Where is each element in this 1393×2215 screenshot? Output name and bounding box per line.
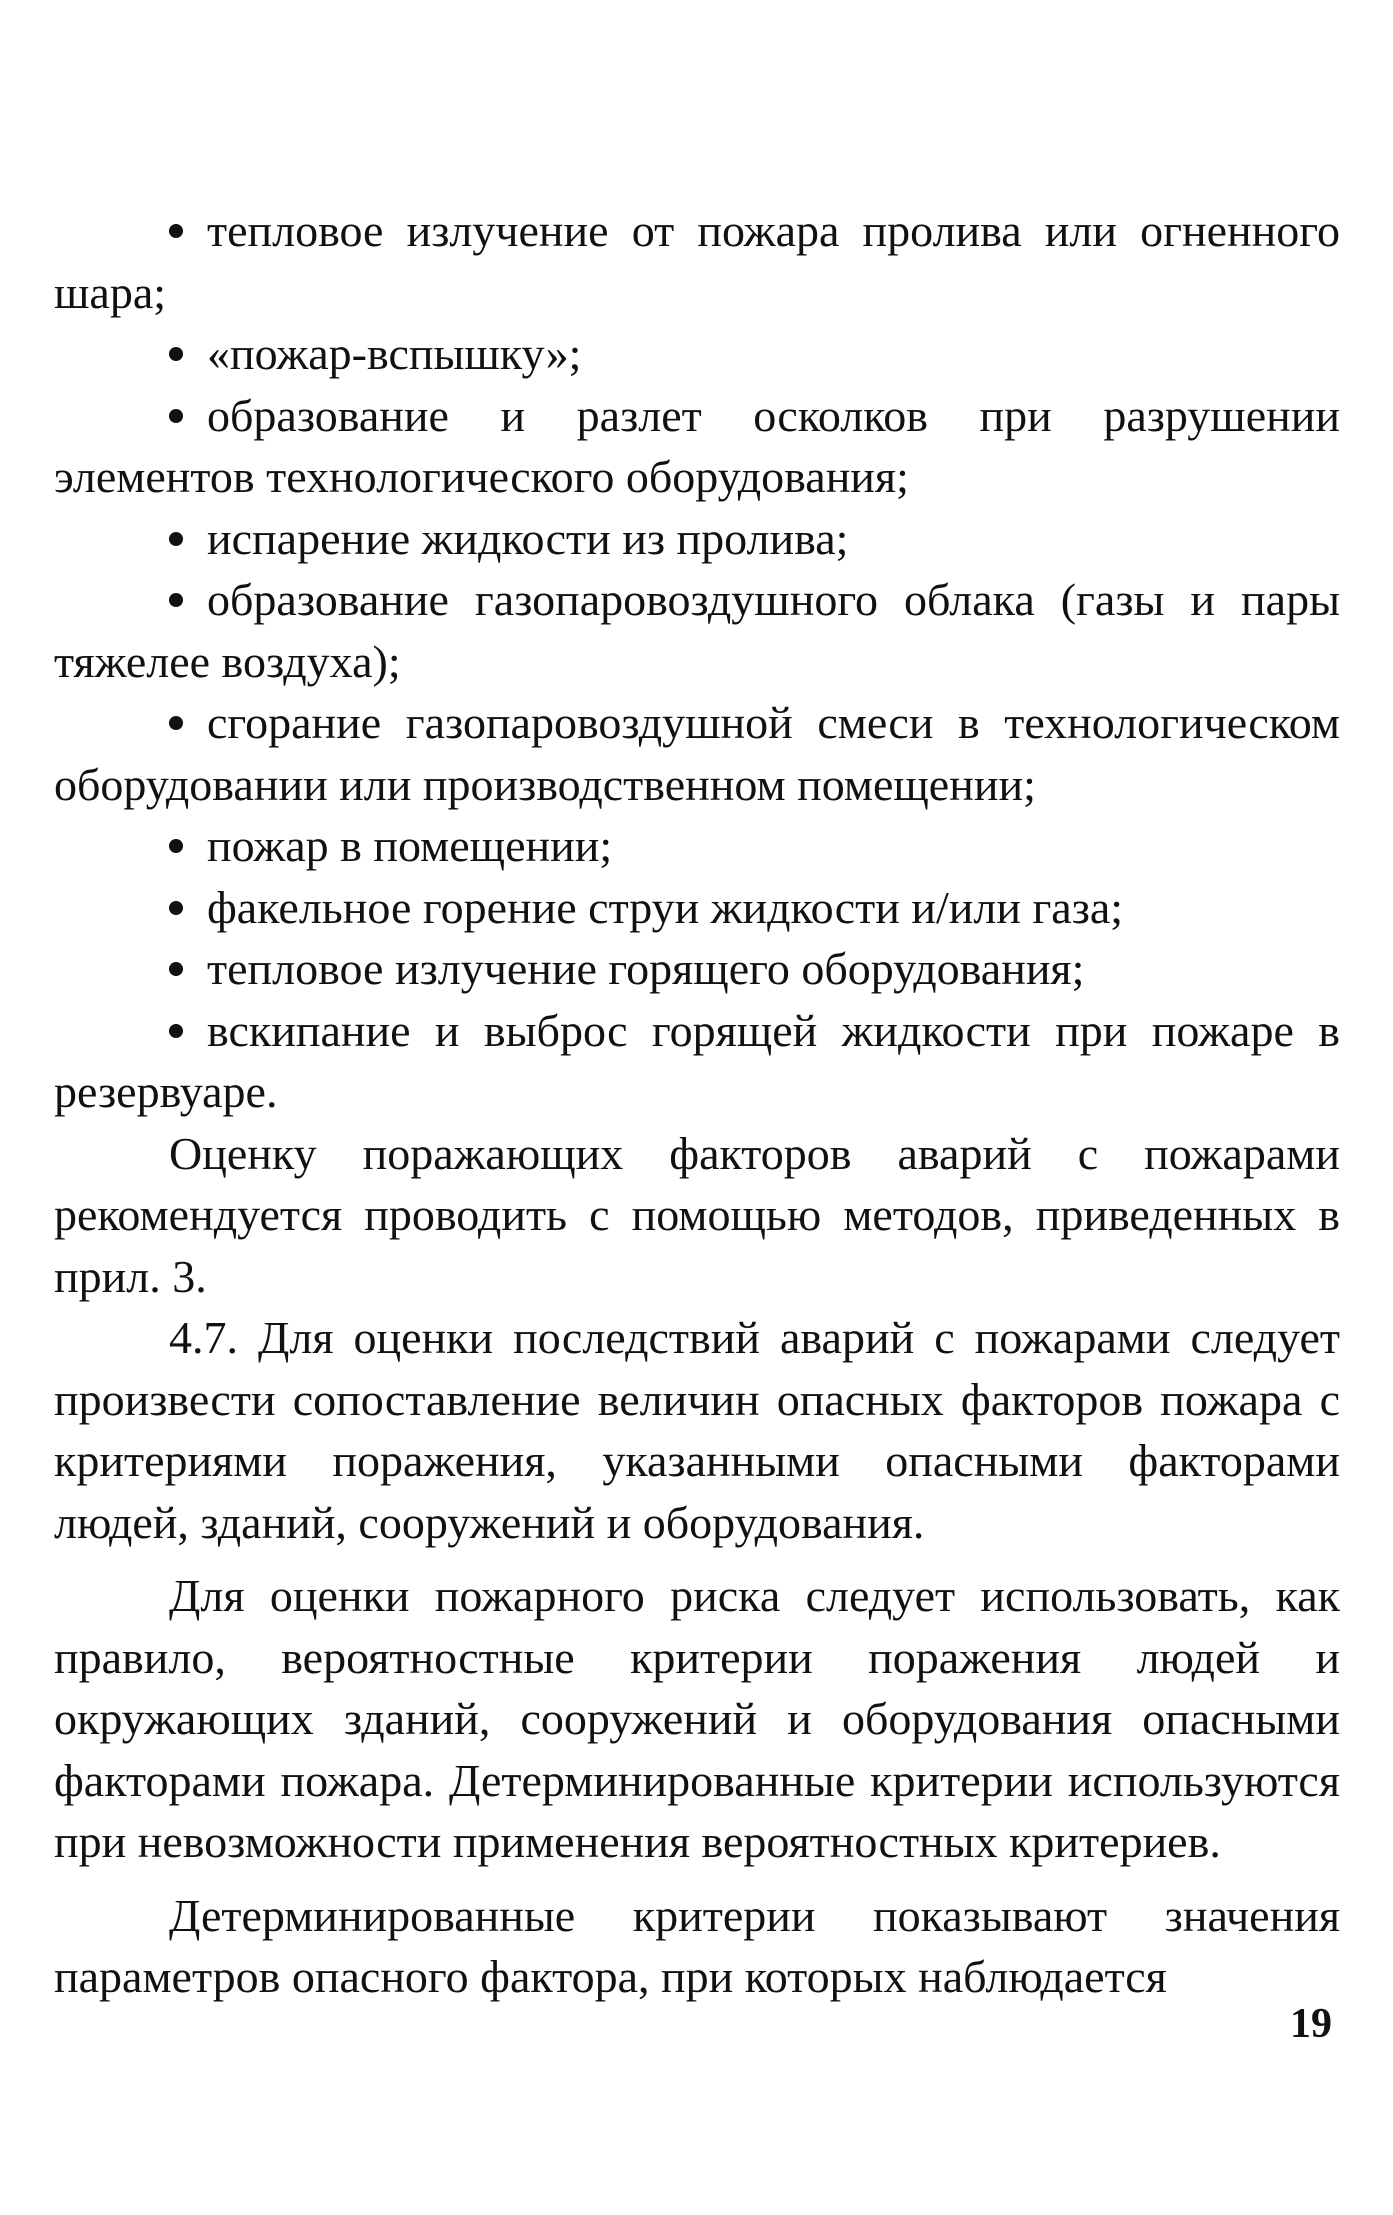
bullet-icon xyxy=(169,347,183,361)
bullet-text: образование газопаровоздушного облака (газы и пары тяжелее воздуха); xyxy=(54,574,1340,687)
bullet-item xyxy=(54,385,1340,508)
bullet-text: факельное горение струи жидкости и/или газа; xyxy=(207,881,1124,933)
body-paragraph: Детерминированные критерии показывают значения параметров опасного фактора, при которых наблюдается xyxy=(54,1889,1340,2002)
bullet-item xyxy=(54,692,1340,815)
bullet-item xyxy=(54,569,1340,692)
bullet-icon xyxy=(169,716,183,730)
bullet-item xyxy=(54,508,1340,570)
bullet-icon xyxy=(169,901,183,915)
bullet-item xyxy=(54,1000,1340,1123)
bullet-item xyxy=(54,815,1340,877)
bullet-text: тепловое излучение от пожара пролива или огненного шара; xyxy=(54,205,1340,318)
bullet-icon xyxy=(169,1024,183,1038)
bullet-text: тепловое излучение горящего оборудования; xyxy=(207,943,1085,994)
bullet-icon xyxy=(169,593,183,607)
page-number: 19 xyxy=(1290,2001,1332,2047)
page-body xyxy=(54,200,1340,2008)
bullet-item xyxy=(54,323,1340,385)
bullet-text: сгорание газопаровоздушной смеси в технологическом оборудовании или производственном помещении; xyxy=(54,697,1340,810)
paragraph-gap xyxy=(54,1873,1340,1885)
bullet-icon xyxy=(169,224,183,238)
body-paragraph: Оценку поражающих факторов аварий с пожарами рекомендуется проводить с помощью методов, приведенных в прил. 3. xyxy=(54,1127,1340,1302)
bullet-item xyxy=(54,200,1340,323)
bullet-item xyxy=(54,877,1340,939)
bullet-text: «пожар-вспышку»; xyxy=(207,328,582,379)
bullet-item xyxy=(54,938,1340,1000)
bullet-text: пожар в помещении; xyxy=(207,820,613,871)
paragraph-gap xyxy=(54,1553,1340,1565)
bullet-text: образование и разлет осколков при разрушении элементов технологического оборудования; xyxy=(54,389,1340,502)
bullet-icon xyxy=(169,839,183,853)
body-paragraph: Для оценки пожарного риска следует использовать, как правило, вероятностные критерии поражения людей и окружающих зданий, сооружений и оборудования опасными факторами пожара. Детерминированные критерии используются при невозможности применения вероятностных критериев. xyxy=(54,1570,1340,1867)
bullet-text: вскипание и выброс горящей жидкости при пожаре в резервуаре. xyxy=(54,1004,1340,1117)
body-paragraph: 4.7. Для оценки последствий аварий с пожарами следует произвести сопоставление величин опасных факторов пожара с критериями поражения, указанными опасными факторами людей, зданий, сооружений и оборудования. xyxy=(54,1312,1340,1548)
bullet-icon xyxy=(169,409,183,423)
bullet-icon xyxy=(169,532,183,546)
bullet-text: испарение жидкости из пролива; xyxy=(207,512,849,564)
bullet-icon xyxy=(169,962,183,976)
